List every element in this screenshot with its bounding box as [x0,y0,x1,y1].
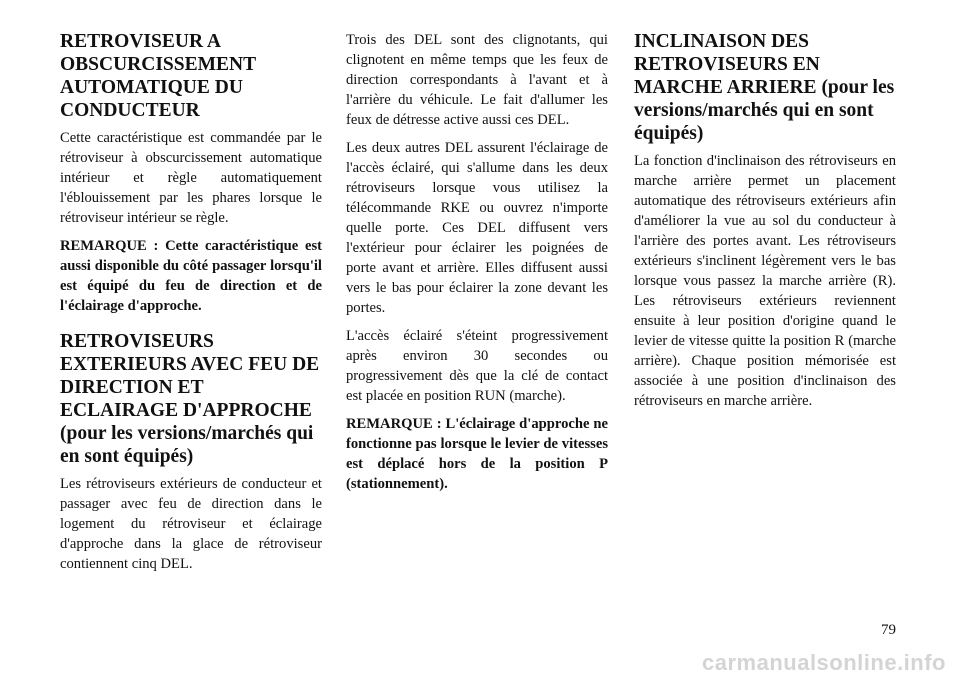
paragraph-reverse-tilt: La fonction d'inclinaison des rétroviseurs en marche arrière permet un placement automatique des rétroviseurs extérieurs afin d'améliorer la vue au sol du conducteur à l'arrière des portes avant. Les rétroviseurs extérieurs s'inclinent légèrement vers le bas lorsque vous passez la marche arrière (R). Les rétroviseurs extérieurs reviennent ensuite à leur position d'origine quand le levier de vitesse quitte la position R (marche arrière). Chaque position mémorisée est associée à une position d'inclinaison des rétroviseurs en marche arrière. [634,153,896,409]
section-heading-reverse-tilt [634,30,896,145]
paragraph-approach-lighting: Les deux autres DEL assurent l'éclairage de l'accès éclairé, qui s'allume dans les deux rétroviseurs lorsque vous utilisez la télécommande RKE ou ouvrez n'importe quelle porte. Ces DEL diffusent vers l'extérieur pour éclairer les poignées de porte avant et arrière. Elles diffusent aussi vers le bas pour éclairer la zone devant les portes. [346,140,608,316]
page-number: 79 [881,622,896,638]
heading-sub-text: (pour les versions/marchés qui en sont équipés) [634,77,895,144]
paragraph-exterior-mirrors: Les rétroviseurs extérieurs de conducteur et passager avec feu de direction dans le logement du rétroviseur et éclairage d'approche dans la glace de rétroviseur contiennent cinq DEL. [60,476,322,572]
note-auto-dimming: REMARQUE : Cette caractéristique est aussi disponible du côté passager lorsqu'il est équipé du feu de direction et de l'éclairage d'approche. [60,238,322,314]
column-middle [346,30,608,508]
heading-sub-text: (pour les versions/marchés qui en sont équipés) [60,423,314,467]
section-heading-exterior-mirrors [60,330,322,468]
note-approach-lighting: REMARQUE : L'éclairage d'approche ne fonctionne pas lorsque le levier de vitesses est déplacé hors de la position P (stationnement). [346,416,608,492]
watermark-text: carmanualsonline.info [702,650,946,675]
column-right [634,30,896,419]
paragraph-auto-dimming: Cette caractéristique est commandée par le rétroviseur à obscurcissement automatique intérieur et règle automatiquement l'éblouissement par les phares lorsque le rétroviseur intérieur se règle. [60,130,322,226]
column-left [60,30,322,582]
section-heading-auto-dimming: RETROVISEUR A OBSCURCISSEMENT AUTOMATIQUE DU CONDUCTEUR [60,31,256,121]
heading-main-text: RETROVISEURS EXTERIEURS AVEC FEU DE DIRECTION ET ECLAIRAGE D'APPROCHE [60,331,320,421]
heading-main-text: INCLINAISON DES RETROVISEURS EN MARCHE ARRIERE [634,31,820,98]
paragraph-fade-out: L'accès éclairé s'éteint progressivement après environ 30 secondes ou progressivement dès que la clé de contact est placée en position RUN (marche). [346,328,608,404]
paragraph-turn-signals: Trois des DEL sont des clignotants, qui clignotent en même temps que les feux de direction correspondants à l'avant et à l'arrière du véhicule. Le fait d'allumer les feux de détresse active aussi ces DEL. [346,32,608,128]
